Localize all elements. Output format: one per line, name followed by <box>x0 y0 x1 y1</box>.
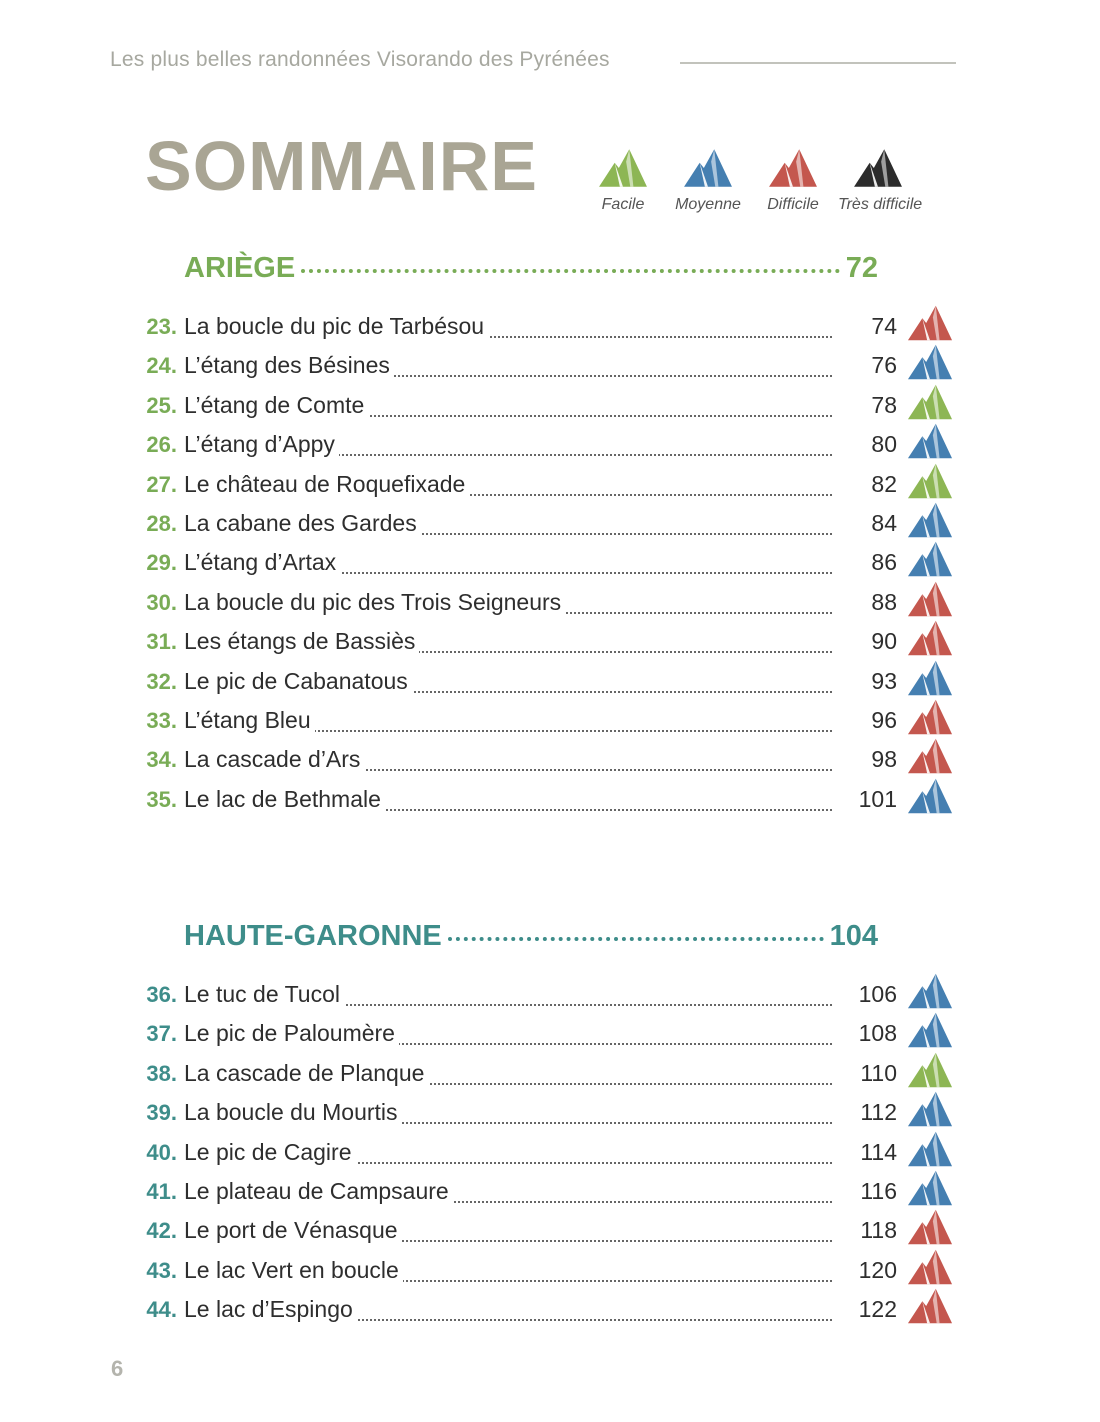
page-number: 6 <box>111 1356 124 1381</box>
entry-page-number: 122 <box>858 1296 897 1323</box>
difficulty-difficile-mountain-icon <box>907 737 953 780</box>
entry-number: 37. <box>146 1021 177 1047</box>
section-heading <box>184 920 878 953</box>
entry-page-number: 101 <box>858 785 897 812</box>
section-heading <box>184 252 878 285</box>
entry-number: 41. <box>146 1179 177 1204</box>
toc-entry[interactable] <box>0 387 1100 427</box>
section-page-number: 72 <box>845 252 878 284</box>
running-header: Les plus belles randonnées Visorando des Pyrénées <box>110 48 610 71</box>
toc-entry[interactable] <box>0 976 1100 1016</box>
toc-entry[interactable] <box>0 1173 1100 1213</box>
difficulty-moyenne-mountain-icon <box>907 1169 953 1212</box>
difficulty-moyenne-mountain-icon <box>907 501 953 544</box>
legend-label: Très difficile <box>838 196 923 213</box>
legend-label: Difficile <box>767 196 819 213</box>
toc-entry[interactable] <box>0 1094 1100 1134</box>
entry-title: Le tuc de Tucol <box>184 981 344 1008</box>
entry-number: 24. <box>146 353 177 379</box>
section-name: HAUTE-GARONNE <box>184 920 442 952</box>
toc-entry[interactable] <box>0 584 1100 624</box>
difficulty-moyenne-mountain-icon <box>907 1130 953 1173</box>
toc-entry[interactable] <box>0 1134 1100 1174</box>
entry-number: 33. <box>146 708 177 733</box>
section-page-number: 104 <box>829 920 878 952</box>
entry-number: 40. <box>146 1139 177 1165</box>
entry-page-number: 116 <box>860 1178 897 1204</box>
entry-title: La cascade de Planque <box>184 1060 428 1087</box>
legend-label: Moyenne <box>675 196 741 213</box>
toc-entry[interactable] <box>0 308 1100 348</box>
legend-item-moyenne <box>668 148 748 214</box>
entry-title: L’étang des Bésines <box>184 352 394 379</box>
entry-page-number: 93 <box>871 667 897 694</box>
entry-title: L’étang Bleu <box>184 707 315 734</box>
entry-title: Les étangs de Bassiès <box>184 628 419 655</box>
entry-title: Le château de Roquefixade <box>184 471 469 498</box>
toc-entry[interactable] <box>0 347 1100 387</box>
page-title: SOMMAIRE <box>145 127 538 205</box>
entry-number: 27. <box>146 471 177 497</box>
entry-page-number: 82 <box>871 470 897 497</box>
entry-number: 23. <box>146 314 177 339</box>
entry-number: 32. <box>146 668 177 694</box>
entry-number: 28. <box>146 511 177 536</box>
difficulty-moyenne-mountain-icon <box>907 1090 953 1133</box>
entry-page-number: 120 <box>858 1256 897 1283</box>
legend-item-tres-difficile <box>838 148 923 214</box>
entry-page-number: 114 <box>860 1138 897 1165</box>
entry-number: 26. <box>146 432 177 458</box>
difficulty-facile-mountain-icon <box>907 383 953 426</box>
entry-number: 38. <box>146 1060 177 1086</box>
entry-title: L’étang d’Artax <box>184 549 340 576</box>
difficulty-moyenne-mountain-icon <box>907 343 953 386</box>
mountain-icon-green <box>583 148 663 188</box>
entry-title: L’étang de Comte <box>184 392 368 419</box>
entry-page-number: 98 <box>871 746 897 773</box>
entry-number: 42. <box>146 1218 177 1244</box>
difficulty-difficile-mountain-icon <box>907 580 953 623</box>
difficulty-difficile-mountain-icon <box>907 1248 953 1291</box>
entry-page-number: 84 <box>871 510 897 536</box>
mountain-icon-blue <box>668 148 748 188</box>
entry-page-number: 86 <box>871 549 897 576</box>
entry-page-number: 112 <box>860 1099 897 1126</box>
header-divider <box>680 62 956 64</box>
toc-entry[interactable] <box>0 1212 1100 1252</box>
difficulty-facile-mountain-icon <box>907 462 953 505</box>
difficulty-facile-mountain-icon <box>907 1051 953 1094</box>
section-dot-leader <box>448 937 824 941</box>
legend-item-facile <box>583 148 663 214</box>
entry-page-number: 76 <box>871 352 897 379</box>
difficulty-moyenne-mountain-icon <box>907 1011 953 1054</box>
toc-entry[interactable] <box>0 623 1100 663</box>
legend-item-difficile <box>753 148 833 214</box>
entry-page-number: 96 <box>871 707 897 733</box>
toc-entry[interactable] <box>0 1055 1100 1095</box>
entry-title: Le pic de Cagire <box>184 1139 356 1166</box>
toc-entry[interactable] <box>0 663 1100 703</box>
section-name: ARIÈGE <box>184 252 296 284</box>
entry-page-number: 78 <box>871 391 897 418</box>
section-dot-leader <box>301 269 840 273</box>
entry-page-number: 88 <box>871 588 897 615</box>
toc-entry[interactable] <box>0 702 1100 742</box>
mountain-icon-red <box>753 148 833 188</box>
entry-page-number: 80 <box>871 431 897 458</box>
entry-number: 31. <box>146 629 177 655</box>
difficulty-moyenne-mountain-icon <box>907 422 953 465</box>
entry-title: Le port de Vénasque <box>184 1217 402 1244</box>
toc-entry[interactable] <box>0 1015 1100 1055</box>
difficulty-difficile-mountain-icon <box>907 1287 953 1330</box>
entry-title: Le lac d’Espingo <box>184 1296 357 1323</box>
difficulty-moyenne-mountain-icon <box>907 972 953 1015</box>
entry-number: 44. <box>146 1297 177 1323</box>
legend-label: Facile <box>601 196 645 213</box>
entry-title: L’étang d’Appy <box>184 431 339 458</box>
toc-entry[interactable] <box>0 1291 1100 1331</box>
toc-entry[interactable] <box>0 741 1100 781</box>
entry-page-number: 106 <box>858 981 897 1007</box>
difficulty-difficile-mountain-icon <box>907 1208 953 1251</box>
entry-page-number: 90 <box>871 628 897 655</box>
difficulty-moyenne-mountain-icon <box>907 777 953 820</box>
difficulty-moyenne-mountain-icon <box>907 540 953 583</box>
entry-number: 35. <box>146 786 177 812</box>
entry-page-number: 74 <box>871 313 897 339</box>
difficulty-difficile-mountain-icon <box>907 698 953 741</box>
entry-page-number: 108 <box>858 1020 897 1047</box>
toc-entry[interactable] <box>0 426 1100 466</box>
entry-title: La cascade d’Ars <box>184 746 364 773</box>
difficulty-difficile-mountain-icon <box>907 304 953 347</box>
entry-page-number: 118 <box>860 1217 897 1244</box>
entry-number: 30. <box>146 589 177 615</box>
entry-number: 39. <box>146 1100 177 1126</box>
entry-title: Le pic de Paloumère <box>184 1020 399 1047</box>
entry-number: 34. <box>146 747 177 773</box>
entry-title: La boucle du pic des Trois Seigneurs <box>184 589 565 616</box>
toc-entry[interactable] <box>0 466 1100 506</box>
toc-entry[interactable] <box>0 505 1100 545</box>
toc-entry[interactable] <box>0 544 1100 584</box>
entry-title: Le pic de Cabanatous <box>184 668 412 695</box>
difficulty-legend <box>590 148 940 228</box>
entry-number: 36. <box>146 982 177 1007</box>
entry-number: 43. <box>146 1257 177 1283</box>
entry-title: Le plateau de Campsaure <box>184 1178 453 1205</box>
difficulty-moyenne-mountain-icon <box>907 659 953 702</box>
entry-number: 29. <box>146 550 177 576</box>
entry-title: Le lac Vert en boucle <box>184 1257 403 1284</box>
entry-number: 25. <box>146 392 177 418</box>
entry-title: La boucle du Mourtis <box>184 1099 402 1126</box>
mountain-icon-black <box>838 148 918 188</box>
toc-entry[interactable] <box>0 781 1100 821</box>
entry-title: La boucle du pic de Tarbésou <box>184 313 488 340</box>
toc-entry[interactable] <box>0 1252 1100 1292</box>
difficulty-difficile-mountain-icon <box>907 619 953 662</box>
entry-title: Le lac de Bethmale <box>184 786 385 813</box>
entry-page-number: 110 <box>860 1059 897 1086</box>
entry-title: La cabane des Gardes <box>184 510 421 537</box>
